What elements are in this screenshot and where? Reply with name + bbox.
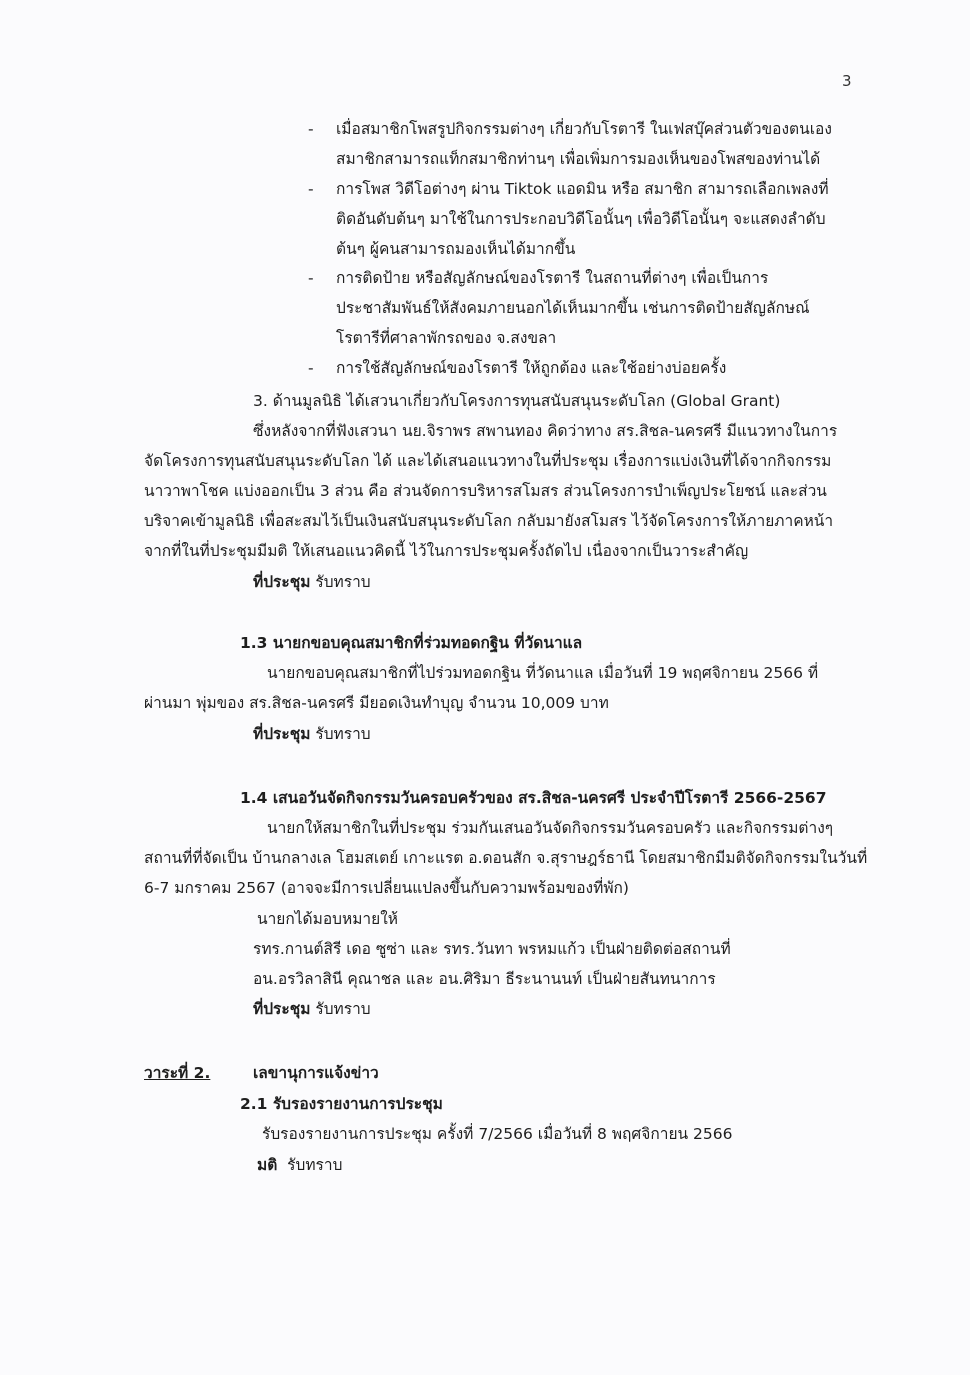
resolution-label: ที่ประชุม: [253, 573, 311, 591]
resolution-label: มติ: [257, 1156, 278, 1174]
resolution-value: รับทราบ: [287, 1156, 343, 1174]
agenda-2-title: เลขานุการแจ้งข่าว: [253, 1064, 379, 1082]
item-1-4-resolution: [253, 999, 371, 1019]
bullet-4-line-1: การใช้สัญลักษณ์ของโรตารี ให้ถูกต้อง และใช้อย่างบ่อยครั้ง: [336, 359, 727, 377]
bullet-2-line-2: ติดอันดับต้นๆ มาใช้ในการประกอบวิดีโอนั้นๆ เพื่อวิดีโอนั้นๆ จะแสดงลำดับ: [336, 210, 826, 228]
item-1-3-line-2: ผ่านมา พุ่มของ สร.สิชล-นครศรี มียอดเงินทำบุญ จำนวน 10,009 บาท: [144, 694, 609, 712]
section-3-line-5: จากที่ในที่ประชุมมีมติ ให้เสนอแนวคิดนี้ ไว้ในการประชุมครั้งถัดไป เนื่องจากเป็นวาระสำคัญ: [144, 542, 749, 560]
item-1-4-line-2: สถานที่ที่จัดเป็น บ้านกลางเล โฮมสเตย์ เกาะแรต อ.ดอนสัก จ.สุราษฎร์ธานี โดยสมาชิกมีมติจัดกิจกรรมในวันที่: [144, 849, 868, 867]
resolution-value: รับทราบ: [315, 573, 371, 591]
agenda-2-1-heading: 2.1 รับรองรายงานการประชุม: [240, 1095, 443, 1113]
item-1-4-heading: 1.4 เสนอวันจัดกิจกรรมวันครอบครัวของ สร.สิชล-นครศรี ประจำปีโรตารี 2566-2567: [240, 789, 827, 807]
agenda-2-1-line: รับรองรายงานการประชุม ครั้งที่ 7/2566 เมื่อวันที่ 8 พฤศจิกายน 2566: [262, 1125, 733, 1143]
section-3-line-4: บริจาคเข้ามูลนิธิ เพื่อสะสมไว้เป็นเงินสนับสนุนระดับโลก กลับมายังสโมสร ไว้จัดโครงการให้ภายภาคหน้า: [144, 512, 834, 530]
section-3-line-1: ซึ่งหลังจากที่ฟังเสวนา นย.จิราพร สพานทอง คิดว่าทาง สร.สิชล-นครศรี มีแนวทางในการ: [253, 422, 838, 440]
bullet-dash: -: [308, 359, 314, 377]
bullet-dash: -: [308, 180, 314, 198]
bullet-2-line-3: ต้นๆ ผู้คนสามารถมองเห็นได้มากขึ้น: [336, 240, 576, 258]
section-3-resolution: [253, 572, 371, 592]
bullet-3-line-1: การติดป้าย หรือสัญลักษณ์ของโรตารี ในสถานที่ต่างๆ เพื่อเป็นการ: [336, 269, 769, 287]
resolution-value: รับทราบ: [315, 725, 371, 743]
section-3-line-2: จัดโครงการทุนสนับสนุนระดับโลก ได้ และได้เสนอแนวทางในที่ประชุม เรื่องการแบ่งเงินที่ได้จากกิจกรรม: [144, 452, 832, 470]
item-1-3-resolution: [253, 724, 371, 744]
bullet-dash: -: [308, 120, 314, 138]
resolution-label: ที่ประชุม: [253, 725, 311, 743]
item-1-4-line-6: อน.อรวิลาสินี คุณาชล และ อน.ศิริมา ธีระนานนท์ เป็นฝ่ายสันทนาการ: [253, 970, 716, 988]
resolution-label: ที่ประชุม: [253, 1000, 311, 1018]
bullet-2-line-1: การโพส วิดีโอต่างๆ ผ่าน Tiktok แอดมิน หรือ สมาชิก สามารถเลือกเพลงที่: [336, 180, 829, 198]
item-1-4-line-3: 6-7 มกราคม 2567 (อาจจะมีการเปลี่ยนแปลงขึ้นกับความพร้อมของที่พัก): [144, 879, 629, 897]
bullet-1-line-1: เมื่อสมาชิกโพสรูปกิจกรรมต่างๆ เกี่ยวกับโรตารี ในเฟสบุ๊คส่วนตัวของตนเอง: [336, 120, 832, 138]
item-1-4-line-4: นายกได้มอบหมายให้: [257, 910, 398, 928]
bullet-dash: -: [308, 269, 314, 287]
section-3-line-3: นาวาพาโชค แบ่งออกเป็น 3 ส่วน คือ ส่วนจัดการบริหารสโมสร ส่วนโครงการบำเพ็ญประโยชน์ และส่วน: [144, 482, 827, 500]
bullet-1-line-2: สมาชิกสามารถแท็กสมาชิกท่านๆ เพื่อเพิ่มการมองเห็นของโพสของท่านได้: [336, 150, 821, 168]
item-1-3-heading: 1.3 นายกขอบคุณสมาชิกที่ร่วมทอดกฐิน ที่วัดนาแล: [240, 634, 583, 652]
resolution-value: รับทราบ: [315, 1000, 371, 1018]
agenda-2-label: วาระที่ 2.: [144, 1064, 211, 1082]
item-1-4-line-1: นายกให้สมาชิกในที่ประชุม ร่วมกันเสนอวันจัดกิจกรรมวันครอบครัว และกิจกรรมต่างๆ: [267, 819, 834, 837]
bullet-3-line-3: โรตารีที่ศาลาพักรถของ จ.สงขลา: [336, 329, 557, 347]
agenda-2-1-resolution: [257, 1155, 342, 1175]
item-1-4-line-5: รทร.กานต์สิรี เดอ ซูซ่า และ รทร.วันทา พรหมแก้ว เป็นฝ่ายติดต่อสถานที่: [253, 940, 731, 958]
page-number: 3: [842, 72, 852, 90]
bullet-3-line-2: ประชาสัมพันธ์ให้สังคมภายนอกได้เห็นมากขึ้น เช่นการติดป้ายสัญลักษณ์: [336, 299, 810, 317]
section-3-heading: 3. ด้านมูลนิธิ ได้เสวนาเกี่ยวกับโครงการทุนสนับสนุนระดับโลก (Global Grant): [253, 392, 781, 410]
item-1-3-line-1: นายกขอบคุณสมาชิกที่ไปร่วมทอดกฐิน ที่วัดนาแล เมื่อวันที่ 19 พฤศจิกายน 2566 ที่: [267, 664, 819, 682]
